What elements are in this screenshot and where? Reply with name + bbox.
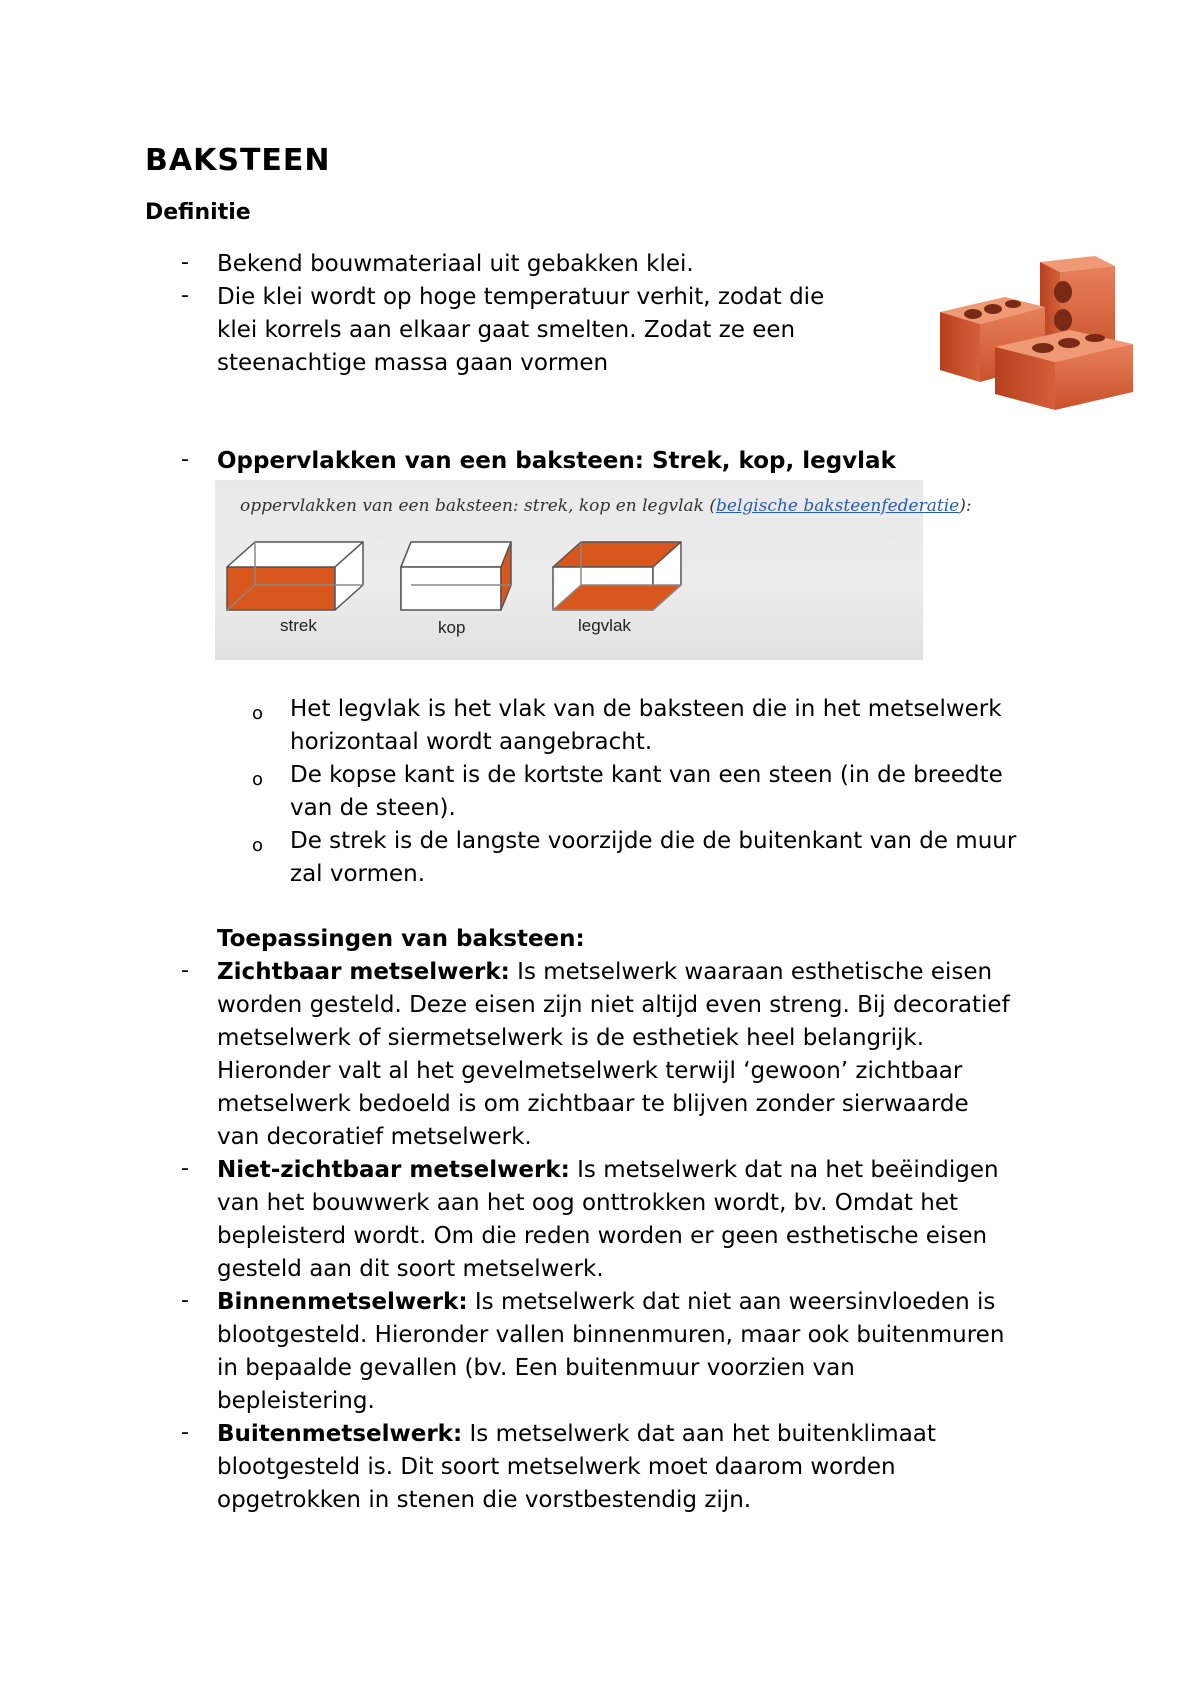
circle-bullet: o xyxy=(252,769,264,790)
applications-heading: Toepassingen van baksteen: xyxy=(217,926,585,952)
bullet-dash: - xyxy=(181,283,189,308)
page-title: BAKSTEEN xyxy=(145,143,331,178)
circle-bullet: o xyxy=(252,835,264,856)
label-legvlak: legvlak xyxy=(578,616,631,635)
circle-bullet: o xyxy=(252,703,264,724)
surface-note: De kopse kant is de kortste kant van een steen (in de breedte van de steen). xyxy=(290,762,1003,821)
bullet-dash: - xyxy=(181,1156,189,1181)
bricks-image xyxy=(935,252,1135,412)
figure-caption-text: oppervlakken van een baksteen: strek, kop en legvlak ( xyxy=(240,496,716,516)
bullet-dash: - xyxy=(181,1288,189,1313)
brick-strek-icon xyxy=(227,542,363,610)
surfaces-heading: Oppervlakken van een baksteen: Strek, kop, legvlak xyxy=(217,448,896,474)
application-item: Buitenmetselwerk: Is metselwerk dat aan het buitenklimaat blootgesteld is. Dit soort metselwerk moet daarom worden opgetrokken in stenen die vorstbestendig zijn. xyxy=(217,1421,936,1513)
label-strek: strek xyxy=(280,616,317,635)
surface-note: De strek is de langste voorzijde die de buitenkant van de muur zal vormen. xyxy=(290,828,1017,887)
surface-note: Het legvlak is het vlak van de baksteen die in het metselwerk horizontaal wordt aangebracht. xyxy=(290,696,1002,755)
surfaces-figure xyxy=(215,480,972,660)
brick-legvlak-icon xyxy=(553,542,681,610)
application-item: Zichtbaar metselwerk: Is metselwerk waaraan esthetische eisen worden gesteld. Deze eisen zijn niet altijd even streng. Bij decoratief metselwerk of siermetselwerk is de esthetiek heel belangrijk. Hieronder valt al het gevelmetselwerk terwijl ‘gewoon’ zichtbaar metselwerk bedoeld is om zichtbaar te blijven zonder sierwaarde van decoratief metselwerk. xyxy=(217,959,1010,1150)
application-item: Binnenmetselwerk: Is metselwerk dat niet aan weersinvloeden is blootgesteld. Hieronder vallen binnenmuren, maar ook buitenmuren in bepaalde gevallen (bv. Een buitenmuur voorzien van bepleistering. xyxy=(217,1289,1005,1414)
definition-line: Die klei wordt op hoge temperatuur verhit, zodat die xyxy=(217,284,825,310)
brick-kop-icon xyxy=(401,542,511,610)
bullet-dash: - xyxy=(181,447,189,472)
figure-caption-link[interactable]: belgische baksteenfederatie xyxy=(716,496,960,516)
bullet-dash: - xyxy=(181,958,189,983)
brick-surfaces-diagram xyxy=(215,480,923,660)
definition-heading: Definitie xyxy=(145,200,251,225)
figure-caption-suffix: ): xyxy=(959,496,972,516)
definition-line: steenachtige massa gaan vormen xyxy=(217,350,609,376)
bullet-dash: - xyxy=(181,250,189,275)
definition-line: Bekend bouwmateriaal uit gebakken klei. xyxy=(217,251,694,277)
definition-line: klei korrels aan elkaar gaat smelten. Zodat ze een xyxy=(217,317,796,343)
label-kop: kop xyxy=(438,618,466,637)
bullet-dash: - xyxy=(181,1420,189,1445)
application-item: Niet-zichtbaar metselwerk: Is metselwerk dat na het beëindigen van het bouwwerk aan het oog onttrokken wordt, bv. Omdat het bepleisterd wordt. Om die reden worden er geen esthetische eisen gesteld aan dit soort metselwerk. xyxy=(217,1157,999,1282)
